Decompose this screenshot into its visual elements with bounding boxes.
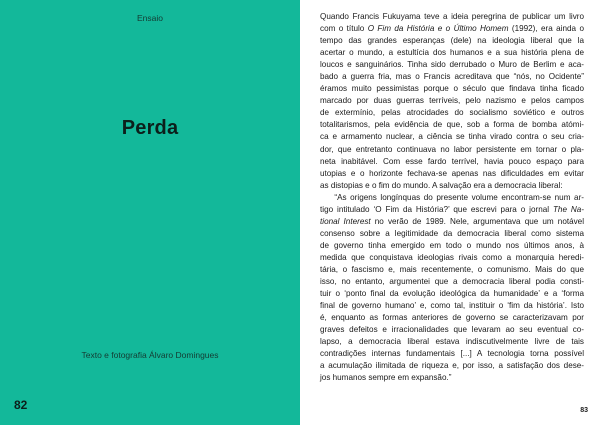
text-line <box>320 324 584 336</box>
text-line <box>320 11 584 23</box>
text-run: tária, o fascismo e, mais recentemente, o comunismo. Mais do que <box>320 264 584 274</box>
text-line <box>320 336 584 348</box>
text-line <box>320 204 584 216</box>
text-run: com o título <box>320 24 368 34</box>
text-line <box>320 372 584 384</box>
text-line <box>320 300 584 312</box>
article-title: Perda <box>121 117 179 139</box>
text-run: (1992), era ainda o <box>508 24 584 34</box>
text-run: de governo tinha emergido em todo o mundo nos últimos anos, à <box>320 240 584 250</box>
text-run: dor, que entretanto continuava no labor persistente em tornar o pla- <box>320 144 584 154</box>
text-run: final de governo humano’ e, como tal, instituir o ‘fim da história’. Isto <box>320 301 584 311</box>
article-credits: Texto e fotografia Álvaro Domingues <box>81 350 219 360</box>
page-number-left: 82 <box>14 398 28 412</box>
text-run: éramos muito pessimistas porque o século que findava tinha ficado <box>320 84 584 94</box>
text-run: jos humanos sempre em expansão.” <box>320 373 452 383</box>
text-line <box>320 59 584 71</box>
text-line <box>320 119 584 131</box>
text-line <box>320 312 584 324</box>
text-line <box>320 35 584 47</box>
text-run: medida que conquistava ideologias rivais como a monarquia heredi- <box>320 252 584 262</box>
text-run: neta inabitável. Com esse fardo terrível, havia pouco espaço para <box>320 156 584 166</box>
text-run: acertar o mundo, a estultícia dos humanos e a sua história plena de <box>320 48 584 58</box>
text-line <box>320 180 584 192</box>
text-run: graves defeitos e irracionalidades que levaram ao seu eventual co- <box>320 325 584 335</box>
text-line <box>320 95 584 107</box>
page-number-right: 83 <box>580 407 588 414</box>
text-line <box>320 288 584 300</box>
text-run: lapso, a democracia liberal estava indiscutivelmente livre de tais <box>320 337 584 347</box>
text-run: tempo das grandes esperanças (dele) na ideologia liberal que la <box>320 36 584 46</box>
text-line <box>320 156 584 168</box>
text-line <box>320 107 584 119</box>
text-line <box>320 192 584 204</box>
text-run: de extermínio, pelas atrocidades do socialismo soviético e outros <box>320 108 584 118</box>
text-line <box>320 83 584 95</box>
text-line <box>320 240 584 252</box>
text-run: marcado por duas guerras terríveis, pelo nazismo e pelos campos <box>320 96 584 106</box>
text-run: ca e armamento nuclear, a ciência se tinha virado contra o seu cria- <box>320 132 584 142</box>
right-page <box>300 0 600 425</box>
italic-title: O Fim da História e o Último Homem <box>367 24 509 34</box>
text-line <box>320 276 584 288</box>
text-line <box>320 360 584 372</box>
text-run: as distopias e o fim do mundo. A salvação era a democracia liberal: <box>320 180 563 190</box>
text-line <box>320 264 584 276</box>
text-line <box>320 144 584 156</box>
italic-title: tional Interest <box>320 216 371 226</box>
article-body <box>320 11 584 384</box>
text-run: Quando Francis Fukuyama teve a ideia peregrina de publicar um livro <box>320 12 584 21</box>
text-run: isso, no entanto, argumentei que a democracia liberal podia consti- <box>320 277 584 287</box>
text-run: bado a guerra fria, mas o Francis acreditava que “nós, no Ocidente” <box>320 72 584 82</box>
text-run: totalitarismos, pela evidência de que, sob a forma de bomba atómi- <box>320 120 584 130</box>
italic-title: The Na- <box>552 204 584 214</box>
text-run: “As origens longínquas do presente volume encontram-se num ar- <box>320 192 584 202</box>
text-line <box>320 71 584 83</box>
text-run: contradições internas fundamentais [...] A tecnologia torna possível <box>320 349 584 359</box>
text-line <box>320 23 584 35</box>
text-run: loucos e sanguinários. Tinha sido derrubado o Muro de Berlim e aca- <box>320 60 584 70</box>
text-line <box>320 216 584 228</box>
text-run: tigo intitulado ‘O Fim da História?’ que escrevi para o jornal <box>320 204 553 214</box>
text-line <box>320 131 584 143</box>
text-line <box>320 47 584 59</box>
text-run: tuir o ‘ponto final da evolução ideológica da humanidade’ e a ‘forma <box>320 289 584 299</box>
text-run: é, enquanto as formas anteriores de governo se caracterizavam por <box>320 313 584 323</box>
text-run: a acumulação ilimitada de riqueza e, por isso, a satisfação dos dese- <box>320 361 584 371</box>
text-line <box>320 168 584 180</box>
text-line <box>320 252 584 264</box>
text-run: utopias e o horizonte fechava-se apenas nas dificuldades em evitar <box>320 168 584 178</box>
section-label: Ensaio <box>137 13 163 23</box>
text-run: consenso sobre a legitimidade da democracia liberal como sistema <box>320 228 584 238</box>
text-line <box>320 348 584 360</box>
text-line <box>320 228 584 240</box>
text-run: no verão de 1989. Nele, argumentava que um notável <box>370 216 585 226</box>
